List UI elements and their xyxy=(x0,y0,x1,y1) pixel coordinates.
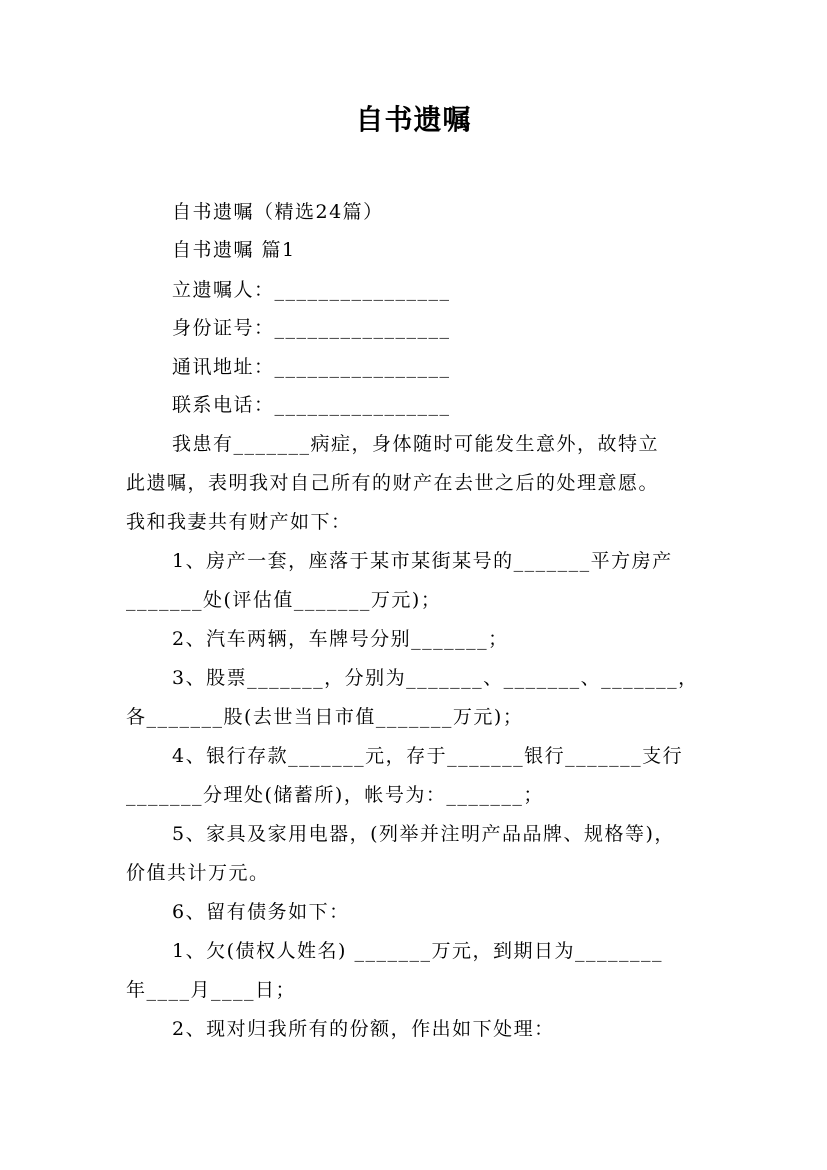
section-heading: 自书遗嘱 篇1 xyxy=(172,239,296,261)
paragraph-line: 6、留有债务如下： xyxy=(172,901,350,923)
paragraph-line: 我患有_______病症，身体随时可能发生意外，故特立 xyxy=(172,433,660,455)
paragraph-line: _______处(评估值_______万元)； xyxy=(126,589,442,611)
address-field: 通讯地址：________________ xyxy=(172,356,451,378)
testator-field: 立遗嘱人：________________ xyxy=(172,279,451,301)
subtitle-line: 自书遗嘱（精选24篇） xyxy=(172,201,384,223)
phone-field: 联系电话：________________ xyxy=(172,394,451,416)
paragraph-line: 5、家具及家用电器，(列举并注明产品品牌、规格等)， xyxy=(172,823,675,845)
paragraph-line: 价值共计万元。 xyxy=(126,862,270,884)
paragraph-line: 4、银行存款_______元，存于_______银行_______支行 xyxy=(172,745,684,767)
paragraph-line: 此遗嘱，表明我对自己所有的财产在去世之后的处理意愿。 xyxy=(126,472,660,494)
paragraph-line: 年____月____日； xyxy=(126,979,297,1001)
id-number-field: 身份证号：________________ xyxy=(172,317,451,339)
paragraph-line: _______分理处(储蓄所)，帐号为：_______； xyxy=(126,784,544,806)
document-title: 自书遗嘱 xyxy=(355,103,472,136)
paragraph-line: 1、房产一套，座落于某市某街某号的_______平方房产 xyxy=(172,550,673,572)
paragraph-line: 我和我妻共有财产如下： xyxy=(126,511,352,533)
paragraph-line: 1、欠(债权人姓名) _______万元，到期日为________ xyxy=(172,940,663,962)
paragraph-line: 2、汽车两辆，车牌号分别_______； xyxy=(172,628,509,650)
paragraph-line: 各_______股(去世当日市值_______万元)； xyxy=(126,706,524,728)
paragraph-line: 3、股票_______，分别为_______、_______、_______， xyxy=(172,667,699,689)
paragraph-line: 2、现对归我所有的份额，作出如下处理： xyxy=(172,1018,555,1040)
